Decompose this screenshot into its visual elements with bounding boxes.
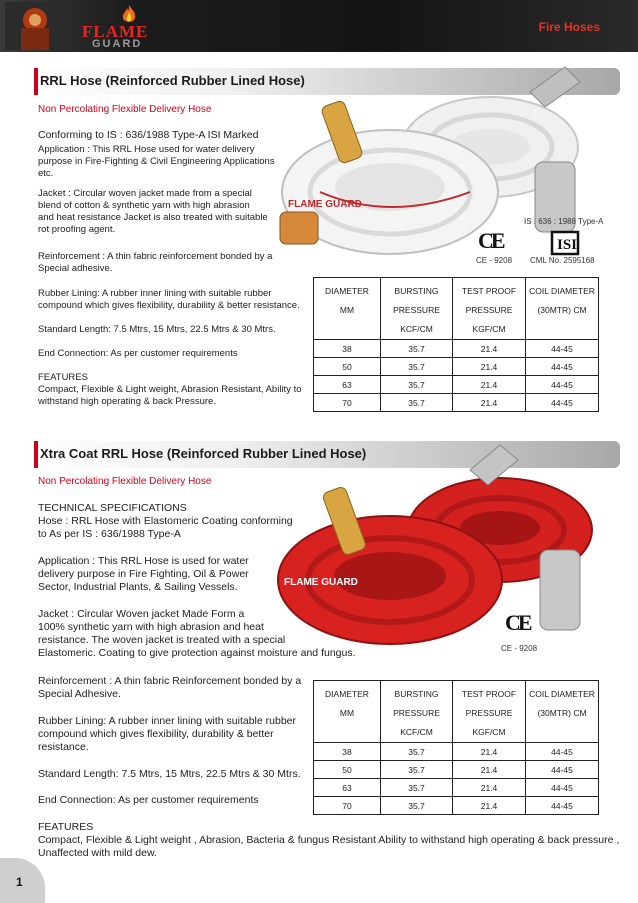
red-hose-image [270,440,610,660]
section2-subtitle: Non Percolating Flexible Delivery Hose [38,476,212,487]
table-cell: 44-45 [526,743,599,761]
table-cell: 21.4 [453,797,526,815]
table-cell: 21.4 [453,358,526,376]
table-row [314,779,599,797]
ce-mark-icon-2: CE [505,610,530,635]
section2-features: Compact, Flexible & Light weight , Abrasion, Bacteria & fungus Resistant Ability to withstand high operating & back pressure , Unaffected with mild dew. [38,834,620,859]
section1-features: Compact, Flexible & Light weight, Abrasion Resistant, Ability to withstand high operating & back Pressure. [38,384,302,407]
table-cell: 21.4 [453,779,526,797]
table-cell: 44-45 [526,358,599,376]
brand-logo-flame: FLAME [82,22,149,41]
section2-reinforcement: Reinforcement : A thin fabric Reinforcement bonded by a Special Adhesive. [38,675,302,700]
section1-standard-length: Standard Length: 7.5 Mtrs, 15 Mtrs, 22.5 Mtrs & 30 Mtrs. [38,324,276,335]
section1-features-label: FEATURES [38,372,88,383]
table-header-cell: DIAMETER MM [314,278,381,340]
section2-application: Application : This RRL Hose is used for water delivery purpose in Fire Fighting, Oil & Power Sector, Industrial Plants, & Sailing Vessels. [38,555,249,593]
table-cell: 35.7 [381,797,453,815]
section1-subtitle: Non Percolating Flexible Delivery Hose [38,104,212,115]
section2-spec-table [313,680,599,815]
section2-features-label: FEATURES [38,821,94,833]
section1-conforming: Conforming to IS : 636/1988 Type-A ISI Marked [38,129,259,141]
table-cell: 44-45 [526,761,599,779]
table-cell: 35.7 [381,340,453,358]
table-cell: 21.4 [453,376,526,394]
table-cell: 38 [314,340,381,358]
section1-title: RRL Hose (Reinforced Rubber Lined Hose) [40,73,305,88]
section2-cert-ce: CE - 9208 [501,644,538,653]
isi-mark-icon [550,230,580,256]
table-cell: 70 [314,394,381,412]
table-row [314,340,599,358]
table-row [314,797,599,815]
table-cell: 44-45 [526,376,599,394]
table-header-cell: COIL DIAMETER (30MTR) CM [526,278,599,340]
table-header-cell: TEST PROOF PRESSURE KGF/CM [453,278,526,340]
section2-accent-bar [34,441,38,468]
section2-title: Xtra Coat RRL Hose (Reinforced Rubber Lined Hose) [40,446,367,461]
header-bar [0,0,638,52]
table-header-cell: BURSTING PRESSURE KCF/CM [381,681,453,743]
table-cell: 38 [314,743,381,761]
section2-end-connection: End Connection: As per customer requirements [38,794,259,806]
table-cell: 35.7 [381,358,453,376]
red-hose-brand-text: FLAME GUARD [284,577,358,588]
table-cell: 35.7 [381,779,453,797]
table-row [314,761,599,779]
table-cell: 63 [314,779,381,797]
white-hose-brand-text: FLAME GUARD [288,199,362,210]
brand-logo-guard: GUARD [92,38,143,50]
table-cell: 21.4 [453,743,526,761]
section1-end-connection: End Connection: As per customer requirements [38,348,238,359]
table-cell: 35.7 [381,394,453,412]
table-cell: 35.7 [381,761,453,779]
table-header-row [314,278,599,340]
svg-text:ISI: ISI [557,237,578,253]
section2-standard-length: Standard Length: 7.5 Mtrs, 15 Mtrs, 22.5 Mtrs & 30 Mtrs. [38,768,301,780]
table-cell: 21.4 [453,340,526,358]
table-cell: 44-45 [526,779,599,797]
section1-cert-ce: CE - 9208 [476,256,513,265]
section2-tech-specs: TECHNICAL SPECIFICATIONS Hose : RRL Hose with Elastomeric Coating conforming to As per IS : 636/1988 Type-A [38,502,293,540]
table-cell: 35.7 [381,743,453,761]
ce-mark-icon: CE [478,228,503,253]
table-cell: 70 [314,797,381,815]
table-header-cell: BURSTING PRESSURE KCF/CM [381,278,453,340]
section1-application: Application : This RRL Hose used for water delivery purpose in Fire-Fighting & Civil Engineering Applications etc. [38,144,275,179]
section2-jacket: Jacket : Circular Woven jacket Made Form a 100% synthetic yarn with high abrasion and heat resistance. The woven jacket is treated with a special Elastomeric. Coating to give protection against moisture and fungus. [38,608,356,659]
table-row [314,743,599,761]
table-cell: 44-45 [526,340,599,358]
section1-cert-is: IS : 636 : 1988 Type-A [524,217,604,226]
table-row [314,358,599,376]
section2-rubber-lining: Rubber Lining: A rubber inner lining with suitable rubber compound which gives flexibility, durability & better resistance. [38,715,296,753]
table-cell: 44-45 [526,797,599,815]
category-title: Fire Hoses [538,20,600,34]
section1-spec-table [313,277,599,412]
page-number: 1 [16,875,23,889]
table-cell: 35.7 [381,376,453,394]
section1-cert-cml: CML No. 2595168 [530,256,595,265]
section1-jacket: Jacket : Circular woven jacket made from a special blend of cotton & synthetic yarn with high abrasion and heat resistance Jacket is also treated with suitable rot proofing agent. [38,188,268,235]
table-header-cell: COIL DIAMETER (30MTR) CM [526,681,599,743]
table-header-cell: DIAMETER MM [314,681,381,743]
section1-accent-bar [34,68,38,95]
section1-reinforcement: Reinforcement : A thin fabric reinforcement bonded by a Special adhesive. [38,251,273,274]
table-header-row [314,681,599,743]
firefighter-photo [5,2,65,50]
table-cell: 63 [314,376,381,394]
table-cell: 44-45 [526,394,599,412]
table-row [314,394,599,412]
table-row [314,376,599,394]
table-header-cell: TEST PROOF PRESSURE KGF/CM [453,681,526,743]
table-cell: 21.4 [453,761,526,779]
section1-rubber-lining: Rubber Lining: A rubber inner lining with suitable rubber compound which gives flexibility, durability & better resistance. [38,288,300,311]
table-cell: 50 [314,761,381,779]
table-cell: 21.4 [453,394,526,412]
table-cell: 50 [314,358,381,376]
